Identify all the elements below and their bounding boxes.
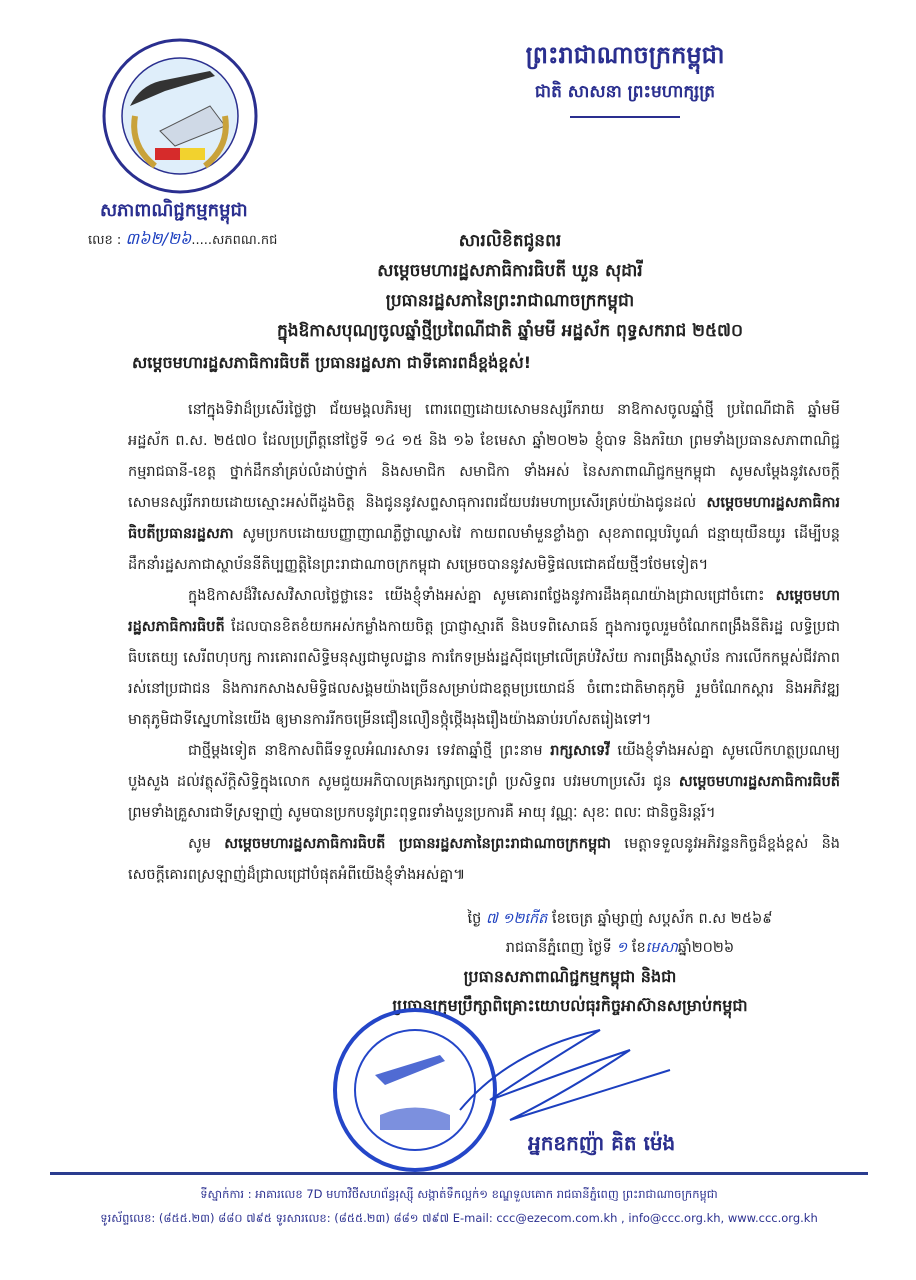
text: នៅក្នុងទិវាដ៏ប្រសើរថ្លៃថ្លា ជ័យមង្គលភិរម្យ ពោរពេញដោយសោមនស្សរីករាយ នាឱកាសចូលឆ្នាំថ្មី ប្រពៃណីជាតិ ឆ្នាំមមី អដ្ឋស័ក ព.ស. ២៥៧០ ដែលប្រព្រឹត្តនៅថ្ងៃទី ១៤ ១៥ និង ១៦ ខែមេសា ឆ្នាំ២០២៦ ខ្ញុំបាទ និងភរិយា ព្រមទាំងប្រធានសភាពាណិជ្ជកម្មរាជធានី-ខេត្ត ថ្នាក់ដឹកនាំគ្រប់លំដាប់ថ្នាក់ និងសមាជិក សមាជិកា ទាំងអស់ នៃសភាពាណិជ្ជកម្មកម្ពុជា សូមសម្តែងនូវសេចក្តីសោមនស្សរីករាយដោយស្មោះអស់ពីដួងចិត្ត និងជូននូវសព្ទសាធុការពរជ័យបវរមហាប្រសើរគ្រប់យ៉ាងជូនដល់ [128, 402, 840, 511]
text: សូម [188, 836, 225, 852]
handwritten-month: មេសា [645, 940, 678, 956]
reference-suffix: .....សភពណ.កជ [191, 233, 278, 248]
footer-divider [50, 1172, 868, 1175]
letter-body [128, 395, 840, 891]
paragraph-2 [128, 581, 840, 736]
text: ឆ្នាំ២០២៦ [677, 940, 735, 956]
paragraph-4 [128, 829, 840, 891]
handwritten-lunar-day: ៧ ១២កើត [485, 911, 548, 927]
text: រាជធានីភ្នំពេញ ថ្ងៃទី [505, 940, 612, 956]
text: យើងខ្ញុំទាំងអស់គ្នា សូមលើកហត្ថប្រណម្យបួងសួង ដល់វត្ថុស័ក្តិសិទ្ធិក្នុងលោក សូមជួយអភិបាលគ្រងរក្សាប្រោះព្រំ ប្រសិទ្ធពរ បវរមហាប្រសើរ ជូន [128, 743, 840, 790]
text: ជាថ្មីម្តងទៀត នាឱកាសពិធីទទួលអំណរសាទរ ទេវតាឆ្នាំថ្មី ព្រះនាម [188, 743, 551, 759]
text: ក្នុងឱកាសដ៏វិសេសវិសាលថ្លៃថ្លានេះ យើងខ្ញុំទាំងអស់គ្នា សូមគោរពថ្លែងនូវការដឹងគុណយ៉ាងជ្រាលជ្រៅចំពោះ [188, 588, 776, 604]
reference-prefix: លេខ : [88, 233, 122, 248]
bold-text: សម្តេចមហារដ្ឋសភាធិការធិបតី [128, 588, 840, 635]
footer-contact: ទូរស័ព្ទលេខ: (៨៥៥.២៣) ៨៨០ ៧៩៥ ទូរសារលេខ: (៨៥៥.២៣) ៨៨១ ៧៩៧ E-mail: ccc@ezecom.com.kh , info@ccc.org.kh, www.ccc.org.kh [100, 1211, 818, 1225]
bold-text: សម្តេចមហារដ្ឋសភាធិការធិបតីប្រធានរដ្ឋសភា [128, 495, 840, 542]
signatory-title-1: ប្រធានសភាពាណិជ្ជកម្មកម្ពុជា និងជា [463, 967, 677, 986]
footer [50, 1182, 868, 1230]
signatory-title-2: ប្រធានក្រុមប្រឹក្សាពិគ្រោះយោបល់ធុរកិច្ចអាស៊ានសម្រាប់កម្ពុជា [392, 996, 748, 1015]
paragraph-1 [128, 395, 840, 581]
text: មេត្តាទទួលនូវអភិវន្ទនកិច្ចដ៏ខ្ពង់ខ្ពស់ និងសេចក្តីគោរពស្រឡាញ់ដ៏ជ្រាលជ្រៅបំផុតអំពីយើងខ្ញុំទាំងអស់គ្នា៕ [128, 836, 840, 883]
letter-title-block [130, 226, 890, 346]
recipient-name: សម្តេចមហារដ្ឋសភាធិការធិបតី ឃួន សុដារី [377, 261, 643, 281]
text: ខែចេត្រ ឆ្នាំម្សាញ់ សប្តស័ក ព.ស ២៥៦៩ [551, 911, 773, 927]
footer-address: ទីស្នាក់ការ : អាគារលេខ 7D មហាវិថីសហព័ន្ធរុស្ស៊ី សង្កាត់ទឹកល្អក់១ ខណ្ឌទួលគោក រាជធានីភ្នំពេញ ព្រះរាជាណាចក្រកម្ពុជា [200, 1187, 718, 1201]
bold-text: សម្តេចមហារដ្ឋសភាធិការធិបតី ប្រធានរដ្ឋសភានៃព្រះរាជាណាចក្រកម្ពុជា [224, 836, 611, 852]
ornament-divider [570, 116, 680, 118]
lunar-date [400, 905, 840, 934]
date-block [400, 905, 840, 963]
text: ព្រមទាំងគ្រួសារជាទីស្រឡាញ់ សូមបានប្រកបនូវព្រះពុទ្ធពរទាំងបួនប្រការគឺ អាយុ វណ្ណៈ សុខៈ ពលៈ ជានិច្ចនិរន្តរ៍។ [128, 805, 716, 821]
national-motto: ជាតិ សាសនា ព្រះមហាក្សត្រ [534, 82, 716, 102]
organization-name: សភាពាណិជ្ជកម្មកម្ពុជា [100, 200, 248, 221]
letter-title: សារលិខិតជូនពរ [458, 231, 562, 251]
letterhead-national [480, 40, 770, 118]
text: ដែលបានខិតខំយកអស់កម្លាំងកាយចិត្ត ប្រាជ្ញាស្មារតី និងបទពិសោធន៍ ក្នុងការចូលរួមចំណែកពង្រឹងនីតិរដ្ឋ លទ្ធិប្រជាធិបតេយ្យ សេរីពហុបក្ស ការគោរពសិទ្ធិមនុស្សជាមូលដ្ឋាន ការកែទម្រង់រដ្ឋស៊ីជម្រៅលើគ្រប់វិស័យ ការពង្រឹងស្ថាប័ន ការលើកកម្ពស់ជីវភាពរស់នៅប្រជាជន និងការកសាងសមិទ្ធិផលសង្គមយ៉ាងច្រើនសម្រាប់ជាឧត្តមប្រយោជន៍ ចំពោះជាតិមាតុភូមិ រួមចំណែកស្តារ និងអភិវឌ្ឍមាតុភូមិជាទីស្នេហានៃយើង ឲ្យមានការរីកចម្រើនជឿនលឿនថ្កុំថ្កើងរុងរឿងយ៉ាងឆាប់រហ័សតរៀងទៅ។ [128, 619, 840, 728]
bold-text: រាក្សសាទេវី [550, 743, 610, 759]
text: ថ្ងៃ [467, 911, 482, 927]
paragraph-3 [128, 736, 840, 829]
text: ខែ [631, 940, 646, 956]
kingdom-title: ព្រះរាជាណាចក្រកម្ពុជា [525, 41, 725, 69]
reference-handwritten-number: ៣៦២ [125, 229, 163, 248]
handwritten-day: ១ [616, 940, 628, 956]
handwritten-signature [450, 1010, 710, 1130]
signatory-name: អ្នកឧកញ៉ា គិត ម៉េង [528, 1131, 676, 1155]
occasion: ក្នុងឱកាសបុណ្យចូលឆ្នាំថ្មីប្រពៃណីជាតិ ឆ្នាំមមី អដ្ឋស័ក ពុទ្ធសករាជ ២៥៧០ [276, 321, 744, 341]
text: សូមប្រកបដោយបញ្ញាញាណភ្លឺថ្លាឈ្លាសវៃ កាយពលមាំមួនខ្លាំងក្លា សុខភាពល្អបរិបូណ៌ ជន្មាយុយឺនយូរ ដើម្បីបន្តដឹកនាំរដ្ឋសភាជាស្ថាប័ននីតិប្បញ្ញត្តិនៃព្រះរាជាណាចក្រកម្ពុជា សម្រេចបាននូវសមិទ្ធិផលជោគជ័យថ្មីៗថែមទៀត។ [128, 526, 840, 573]
salutation: សម្តេចមហារដ្ឋសភាធិការធិបតី ប្រធានរដ្ឋសភា ជាទីគោរពដ៏ខ្ពង់ខ្ពស់! [132, 353, 531, 372]
solar-date [400, 934, 840, 963]
reference-handwritten-year: /២៦ [162, 229, 192, 248]
chamber-logo [100, 36, 260, 196]
recipient-position: ប្រធានរដ្ឋសភានៃព្រះរាជាណាចក្រកម្ពុជា [385, 291, 635, 311]
bold-text: សម្តេចមហារដ្ឋសភាធិការធិបតី [678, 774, 840, 790]
